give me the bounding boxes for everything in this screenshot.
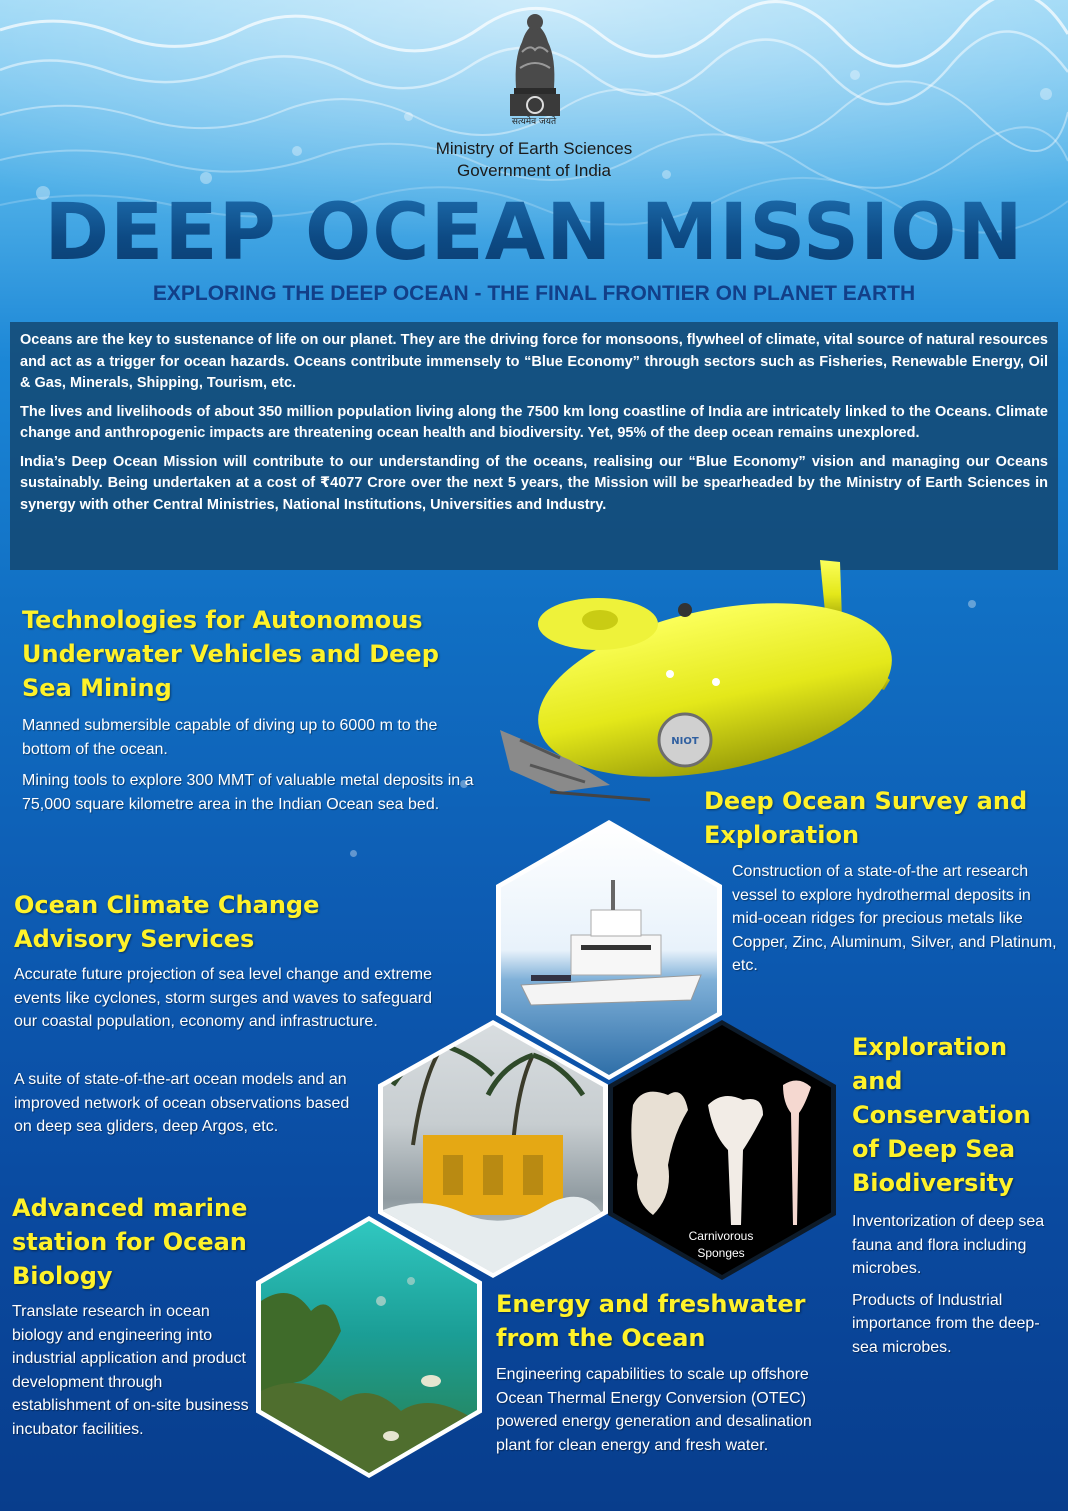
bubble xyxy=(1040,88,1052,100)
emblem-motto: सत्यमेव जयते xyxy=(511,117,557,127)
ministry-name xyxy=(384,138,684,182)
biodiversity-text xyxy=(852,1210,1062,1367)
national-emblem-icon xyxy=(500,8,570,128)
climate-text-2 xyxy=(14,1068,359,1147)
research-vessel-image xyxy=(501,825,717,1075)
manned-submersible-image xyxy=(490,560,900,810)
bubble xyxy=(968,600,976,608)
sponge-caption: Carnivorous Sponges xyxy=(688,1229,754,1260)
energy-text xyxy=(496,1363,836,1465)
biodiversity-paragraph-1: Inventorization of deep sea fauna and flora including microbes. xyxy=(852,1213,1045,1277)
biodiversity-heading: Exploration and Conservation of Deep Sea Biodiversity xyxy=(852,1033,1031,1197)
intro-paragraph-2: The lives and livelihoods of about 350 million population living along the 7500 km long coastline of India are intricately linked to the Oceans. Climate change and anthropogenic impacts are threatening ocean health and biodiversity. Yet, 95% of the deep ocean remains unexplored. xyxy=(20,403,1048,441)
intro-paragraph-1: Oceans are the key to sustenance of life on our planet. They are the driving force for monsoons, flywheel of climate, vital source of natural resources and act as a trigger for ocean hazards. Oceans contribute immensely to “Blue Economy” through sectors such as Fisheries, Renewable Energy, Oil & Gas, Minerals, Shipping, Tourism, etc. xyxy=(20,332,1048,391)
survey-paragraph-1: Construction of a state-of-the art research vessel to explore hydrothermal deposits in mid-ocean ridges for precious metals like Copper, Zinc, Aluminum, Silver, and Platinum, etc. xyxy=(732,863,1057,974)
climate-paragraph-2: A suite of state-of-the-art ocean models and an improved network of ocean observations based on deep sea gliders, deep Argos, etc. xyxy=(14,1071,350,1135)
ministry-line1: Ministry of Earth Sciences xyxy=(435,139,633,158)
main-title: DEEP OCEAN MISSION xyxy=(0,188,1068,278)
climate-heading: Ocean Climate Change Advisory Services xyxy=(14,891,320,953)
survey-heading: Deep Ocean Survey and Exploration xyxy=(704,787,1028,849)
bubble xyxy=(200,172,212,184)
survey-text xyxy=(732,860,1057,986)
marine-station-paragraph-1: Translate research in ocean biology and engineering into industrial application and product development through establishment of on-site business incubator facilities. xyxy=(12,1303,249,1438)
auv-paragraph-2: Mining tools to explore 300 MMT of valuable metal deposits in a 75,000 square kilometre area in the Indian Ocean sea bed. xyxy=(22,772,474,813)
energy-heading: Energy and freshwater from the Ocean xyxy=(496,1290,806,1352)
biodiversity-paragraph-2: Products of Industrial importance from the deep-sea microbes. xyxy=(852,1291,1040,1356)
coral-reef-image xyxy=(261,1221,477,1473)
marine-station-heading: Advanced marine station for Ocean Biology xyxy=(12,1194,248,1290)
bubble xyxy=(404,112,413,121)
intro-paragraph-3: India’s Deep Ocean Mission will contribute to our understanding of the oceans, realising our “Blue Economy” vision and managing our Oceans sustainably. Being undertaken at a cost of ₹4077 Crore over the next 5 years, the Mission will be spearheaded by the Ministry of Earth Sciences in synergy with other Central Ministries, National Institutions, Universities and Industry. xyxy=(20,453,1048,513)
bubble xyxy=(292,146,302,156)
ministry-line2: Government of India xyxy=(456,161,612,180)
marine-station-text xyxy=(12,1300,257,1449)
bubble xyxy=(850,70,860,80)
subtitle: EXPLORING THE DEEP OCEAN - THE FINAL FRONTIER ON PLANET EARTH xyxy=(152,282,916,305)
auv-heading: Technologies for Autonomous Underwater Vehicles and Deep Sea Mining xyxy=(22,606,439,702)
climate-text xyxy=(14,963,434,1042)
energy-paragraph-1: Engineering capabilities to scale up offshore Ocean Thermal Energy Conversion (OTEC) powered energy generation and desalination plant for clean energy and fresh water. xyxy=(496,1366,812,1454)
intro-panel xyxy=(10,322,1058,570)
bubble xyxy=(350,850,357,857)
auv-text xyxy=(22,714,477,824)
submarine-label: NIOT xyxy=(671,736,699,747)
auv-paragraph-1: Manned submersible capable of diving up to 6000 m to the bottom of the ocean. xyxy=(22,717,438,758)
climate-paragraph-1: Accurate future projection of sea level change and extreme events like cyclones, storm surges and waves to safeguard our coastal population, economy and infrastructure. xyxy=(14,966,433,1030)
cyclone-damage-image xyxy=(383,1025,603,1273)
coral-reef-hex xyxy=(256,1216,482,1478)
